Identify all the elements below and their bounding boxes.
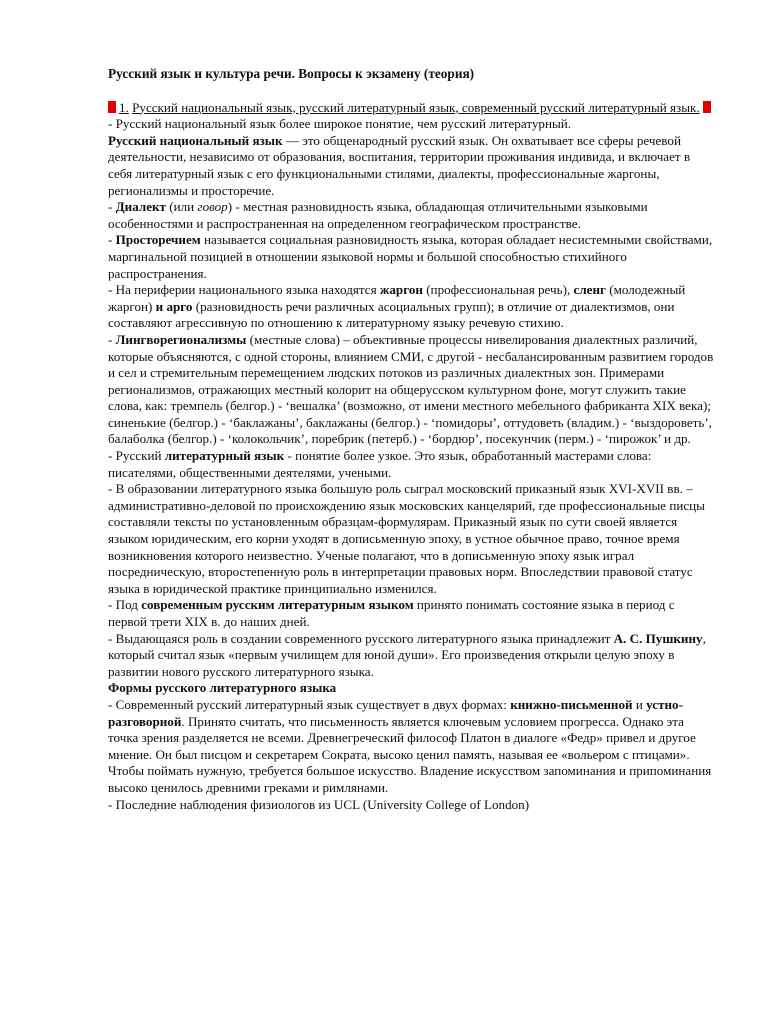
paragraph-9-text-a: - Под	[108, 597, 142, 613]
paragraph-7	[108, 448, 716, 481]
paragraph-5-text-c: (молодежный жаргон)	[108, 282, 686, 314]
red-marker-end	[703, 101, 711, 113]
paragraph-1: - Русский национальный язык более широкое понятие, чем русский литературный.	[108, 116, 572, 132]
term-lingvoregionalizmy: Лингворегионализмы	[115, 331, 247, 347]
paragraph-11-text-c: . Принято считать, что письменность является ключевым условием прогресса. Однако эта точка зрения разделяется не всеми. Древнегреческий философ Платон в диалоге «Федр» привел и другое мнение. Он был писцом и секретарем Сократа, высоко ценил память, называя ее «вольером с птицами». Чтобы поймать нужную, требуется большое искусство. Владение искусством запоминания и припоминания высоко ценилось древними греками и римлянами.	[108, 713, 712, 795]
paragraph-2-text: — это общенародный русский язык. Он охватывает все сферы речевой деятельности, независимо от образования, воспитания, территории проживания индивида, и включает в себя литературный язык с его функциональными стилями, диалекты, профессиональные жаргоны, регионализмы и просторечие.	[108, 132, 691, 198]
term-dialect: Диалект	[115, 199, 166, 215]
paragraph-11	[108, 697, 716, 797]
paragraph-10-text-b: , который считал язык «первым училищем для юной души». Его произведения открыли целую эпоху в развитии нового русского литературного языка.	[108, 630, 706, 679]
paragraph-3-text-a: (или	[166, 199, 198, 215]
paragraph-3	[108, 199, 716, 232]
document-page	[108, 66, 716, 813]
paragraph-7-text-b: - понятие более узкое. Это язык, обработанный мастерами слова: писателями, общественными деятелями, учеными.	[108, 448, 652, 480]
section-heading-text: Формы русского литературного языка	[108, 680, 337, 696]
question-text: Русский национальный язык, русский литературный язык, современный русский литературный язык.	[132, 99, 700, 115]
term-modern-literary-language: современным русским литературным языком	[141, 597, 414, 613]
paragraph-12: - Последние наблюдения физиологов из UCL (University College of London)	[108, 796, 530, 812]
paragraph-9	[108, 597, 716, 630]
paragraph-3-text-b: ) - местная разновидность языка, обладающая отличительными языковыми особенностями и распространенная на определенном географическом пространстве.	[108, 199, 648, 231]
paragraph-9-text-b: принято понимать состояние языка в период с первой трети XIX в. до наших дней.	[108, 597, 675, 629]
dash: -	[108, 331, 116, 347]
paragraph-11-text-b: и	[632, 696, 647, 712]
document-title: Русский язык и культура речи. Вопросы к экзамену (теория)	[108, 66, 475, 81]
term-jargon: жаргон	[379, 282, 423, 298]
term-argo: и арго	[155, 298, 193, 314]
paragraph-5-text-a: - На периферии национального языка находятся	[108, 282, 380, 298]
dash: -	[108, 199, 116, 215]
paragraph-2	[108, 133, 716, 199]
paragraph-10	[108, 631, 716, 681]
paragraph-11-text-a: - Современный русский литературный язык существует в двух формах:	[108, 696, 511, 712]
term-slang: сленг	[573, 282, 606, 298]
term-book-written: книжно-письменной	[510, 696, 633, 712]
section-heading	[108, 680, 716, 697]
paragraph-4-text: называется социальная разновидность языка, которая обладает несистемными свойствами, маргинальной позицией в отношении языковой нормы и большой способностью стихийного распространения.	[108, 232, 713, 281]
question-number: 1.	[119, 99, 129, 115]
red-marker-start	[108, 101, 116, 113]
term-national-language: Русский национальный язык	[108, 132, 283, 148]
term-oral-colloquial: устно-разговорной	[108, 696, 683, 729]
paragraph-5-text-d: (разновидность речи различных асоциальных групп); в отличие от диалектизмов, они составляют агрессивную по отношению к литературному языку речевую стихию.	[108, 298, 675, 331]
term-govor: говор	[197, 199, 228, 215]
dash: -	[108, 232, 116, 248]
paragraph-7-text-a: - Русский	[108, 448, 165, 464]
paragraph-6	[108, 332, 716, 448]
paragraph-4	[108, 232, 716, 282]
paragraph-10-text-a: - Выдающаяся роль в создании современного русского литературного языка принадлежит	[108, 630, 614, 646]
question-heading	[108, 100, 716, 117]
term-pushkin: А. С. Пушкину	[613, 630, 703, 646]
term-literary-language: литературный язык	[164, 448, 285, 464]
paragraph-6-text: (местные слова) – объективные процессы нивелирования диалектных различий, которые объясняются, с одной стороны, влиянием СМИ, с другой - несбалансированным развитием городов и сел и стремительным перемещением людских потоков из различных диалектных зон. Примерами регионализмов, отражающих местный колорит на общерусском культурном фоне, могут служить такие слова, как: тремпель (белгор.) - ‘вешалка’ (возможно, от имени местного мебельного фабриканта XIX века); синенькие (белгор.) - ‘баклажаны’, баклажаны (белгор.) - ‘помидоры’, оттудоветь (владим.) - ‘выздороветь’, балаболка (белгор.) - ‘колокольчик’, поребрик (петерб.) - ‘бордюр’, посекунчик (перм.) - ‘пирожок’ и др.	[108, 331, 714, 447]
paragraph-5-text-b: (профессиональная речь),	[422, 282, 574, 298]
paragraph-8: - В образовании литературного языка большую роль сыграл московский приказный язык XVI-XVII вв. – административно-деловой по происхождению язык московских канцелярий, где профессиональные писцы составляли тексты по установленным образцам-формулярам. Приказный язык по сути своей является языком юридическим, его корни уходят в дописьменную эпоху, в устное обычное право, точное время возникновения которого неизвестно. Ученые полагают, что в дописьменную эпоху язык играл посредническую, второстепенную роль в интерпретации правовых норм. Впоследствии правовой статус языка в юридической практике принципиально изменился.	[108, 481, 705, 596]
paragraph-5	[108, 282, 716, 332]
term-prostorechie: Просторечием	[115, 232, 201, 248]
